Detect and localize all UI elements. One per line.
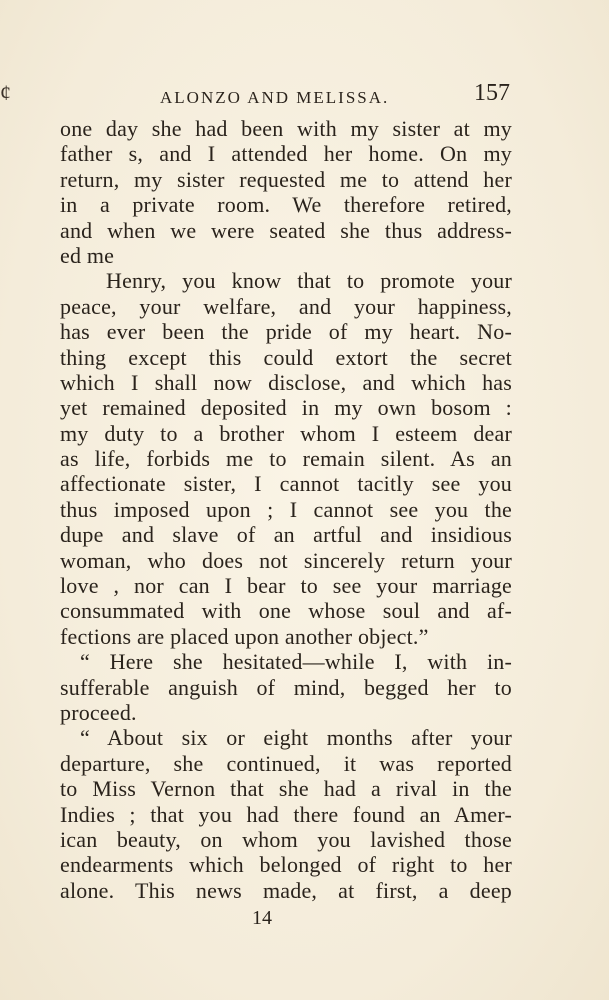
text-line: fections are placed upon another object.” — [60, 623, 429, 649]
text-line: to Miss Vernon that she had a rival in the — [60, 776, 512, 802]
text-line: as life, forbids me to remain silent. As an — [60, 446, 512, 472]
text-line: consummated with one whose soul and af- — [60, 598, 512, 624]
text-line: father s, and I attended her home. On my — [60, 141, 512, 167]
text-line: my duty to a brother whom I esteem dear — [60, 420, 512, 446]
text-line: love , nor can I bear to see your marriage — [60, 573, 512, 599]
text-line: alone. This news made, at first, a deep — [60, 877, 512, 903]
text-line: yet remained deposited in my own bosom : — [60, 395, 512, 421]
text-line: endearments which belonged of right to her — [60, 852, 512, 878]
text-line: peace, your welfare, and your happiness, — [60, 293, 512, 319]
text-line: has ever been the pride of my heart. No- — [60, 319, 512, 345]
text-line: “ Here she hesitated—while I, with in- — [80, 649, 512, 675]
signature-mark: 14 — [252, 907, 272, 929]
text-line: Henry, you know that to promote your — [106, 268, 512, 294]
text-line: and when we were seated she thus address- — [60, 217, 512, 243]
text-line: ican beauty, on whom you lavished those — [60, 826, 512, 852]
page-number: 157 — [474, 80, 510, 106]
text-line: woman, who does not sincerely return your — [60, 547, 512, 573]
text-line: thus imposed upon ; I cannot see you the — [60, 496, 512, 522]
text-line: ed me — [60, 242, 115, 268]
text-line: sufferable anguish of mind, begged her to — [60, 674, 512, 700]
running-head: ALONZO AND MELISSA. — [160, 88, 390, 107]
body-text — [60, 116, 512, 903]
text-line: proceed. — [60, 699, 137, 725]
text-line: return, my sister requested me to attend her — [60, 166, 512, 192]
text-line: affectionate sister, I cannot tacitly see you — [60, 471, 512, 497]
text-line: departure, she continued, it was reported — [60, 750, 512, 776]
text-line: Indies ; that you had there found an Amer- — [60, 801, 512, 827]
text-line: dupe and slave of an artful and insidious — [60, 522, 512, 548]
margin-mark: ¢ — [0, 80, 11, 105]
text-line: thing except this could extort the secret — [60, 344, 512, 370]
text-line: which I shall now disclose, and which has — [60, 369, 512, 395]
text-line: in a private room. We therefore retired, — [60, 192, 512, 218]
text-line: “ About six or eight months after your — [80, 725, 512, 751]
text-line: one day she had been with my sister at my — [60, 116, 512, 141]
